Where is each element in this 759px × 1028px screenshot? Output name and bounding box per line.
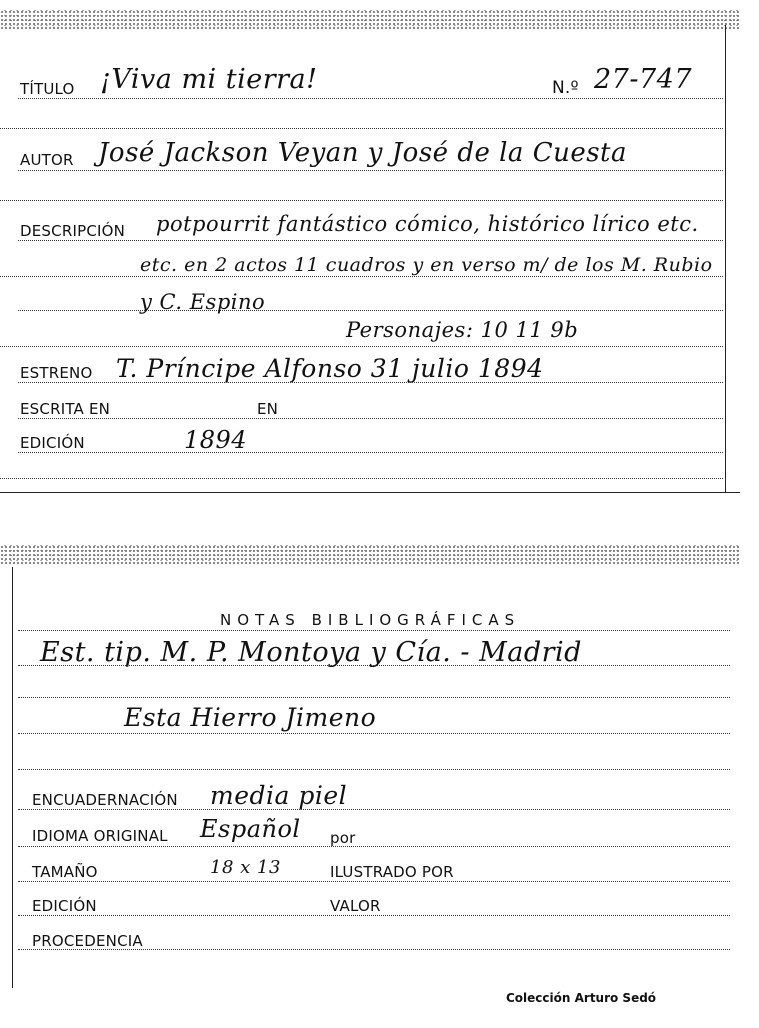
rule (18, 310, 723, 311)
rule (18, 452, 723, 453)
encuadernacion-label: ENCUADERNACIÓN (32, 791, 178, 809)
rule (18, 733, 730, 734)
ilustrado-label: ILUSTRADO POR (330, 863, 454, 881)
rule (18, 418, 723, 419)
tamano-label: TAMAÑO (32, 863, 98, 881)
notas-heading: NOTAS BIBLIOGRÁFICAS (220, 611, 521, 629)
card-left-border (12, 567, 13, 988)
ink-smudge (362, 929, 406, 947)
rule (18, 630, 730, 631)
autor-label: AUTOR (20, 151, 74, 169)
card-right-border (725, 25, 726, 492)
rule (18, 846, 730, 847)
numero-value: 27-747 (594, 64, 693, 95)
rule (18, 949, 730, 950)
rule (18, 809, 730, 810)
escrita-en-label: ESCRITA EN (20, 400, 111, 418)
rule (0, 346, 723, 347)
rule (0, 276, 723, 277)
descripcion-label: DESCRIPCIÓN (20, 222, 126, 240)
edicion-value: 1894 (184, 426, 248, 454)
titulo-label: TÍTULO (20, 80, 75, 98)
por-label: por (330, 829, 356, 847)
rule (18, 665, 730, 666)
rule (18, 382, 723, 383)
edicion-label-2: EDICIÓN (32, 897, 97, 915)
rule (0, 128, 723, 129)
valor-label: VALOR (330, 897, 381, 915)
descripcion-line-3: y C. Espino (140, 290, 266, 314)
catalog-card-bottom (0, 545, 740, 1028)
tamano-value: 18 x 13 (210, 857, 281, 878)
rule (0, 200, 723, 201)
autor-value: José Jackson Veyan y José de la Cuesta (98, 138, 628, 168)
en-label: EN (257, 400, 279, 418)
idioma-label: IDIOMA ORIGINAL (32, 827, 168, 845)
rule (0, 478, 723, 479)
notes-line-2: Esta Hierro Jimeno (124, 703, 377, 732)
idioma-value: Español (200, 815, 301, 843)
rule (18, 240, 723, 241)
collection-footer: Colección Arturo Sedó (506, 991, 657, 1005)
descripcion-line-2: etc. en 2 actos 11 cuadros y en verso m/ de los M. Rubio (140, 254, 713, 276)
catalog-card-top (0, 0, 740, 493)
rule (18, 697, 730, 698)
rule (18, 98, 723, 99)
procedencia-label: PROCEDENCIA (32, 932, 143, 950)
titulo-value: ¡Viva mi tierra! (100, 64, 318, 95)
scan-noise-top-edge (0, 10, 740, 30)
rule (18, 769, 730, 770)
edicion-label: EDICIÓN (20, 434, 85, 452)
encuadernacion-value: media piel (210, 781, 348, 810)
notes-line-1: Est. tip. M. P. Montoya y Cía. - Madrid (40, 637, 582, 668)
estreno-value: T. Príncipe Alfonso 31 julio 1894 (116, 354, 544, 383)
descripcion-line-1: potpourrit fantástico cómico, histórico lírico etc. (156, 212, 699, 236)
scan-noise-top-edge (0, 545, 740, 565)
rule (18, 881, 730, 882)
rule (18, 915, 730, 916)
estreno-label: ESTRENO (20, 364, 93, 382)
descripcion-line-4: Personajes: 10 11 9b (346, 318, 579, 342)
rule (18, 170, 723, 171)
numero-label: N.º (552, 78, 579, 98)
